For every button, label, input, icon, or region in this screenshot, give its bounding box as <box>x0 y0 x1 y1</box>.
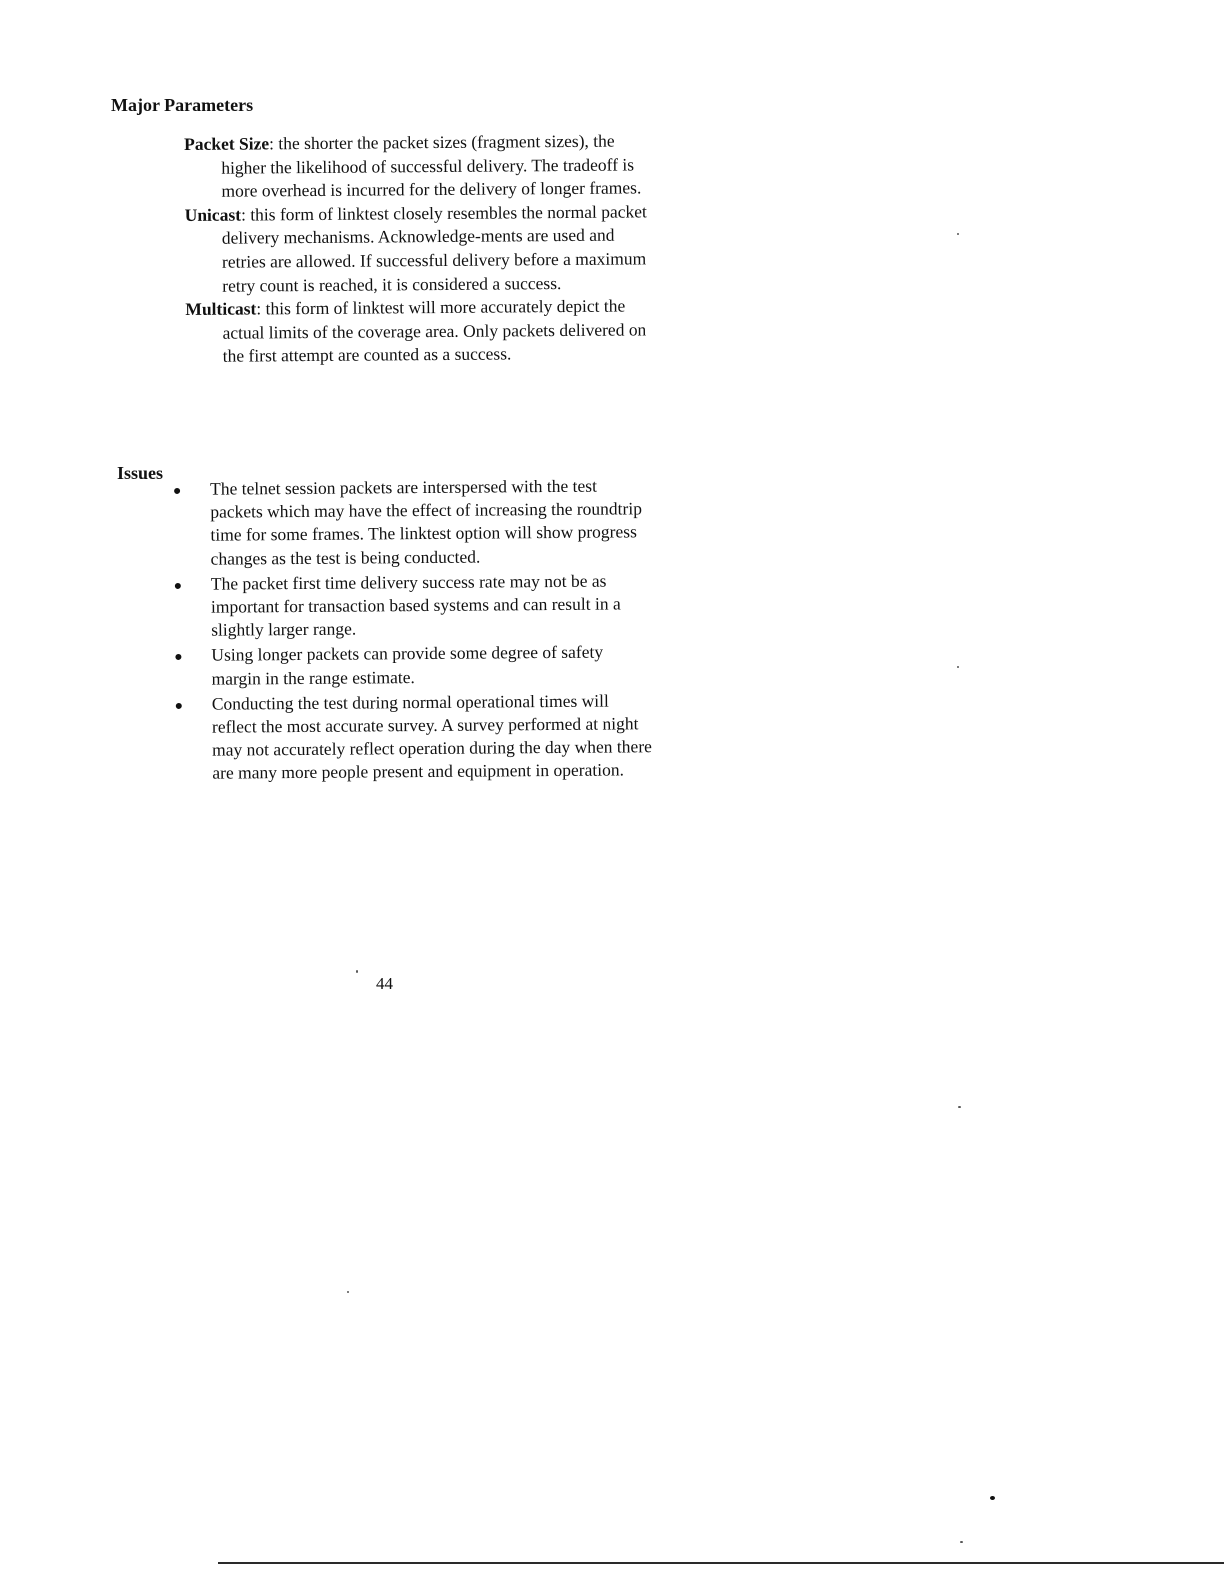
list-item <box>172 689 653 786</box>
parameter-description: : this form of linktest will more accurately depict the actual limits of the coverage area. Only packets delivered on the first attempt are counted as a success. <box>222 295 647 367</box>
issue-text: Using longer packets can provide some degree of safety margin in the range estimate. <box>211 642 604 689</box>
parameter-term: Unicast <box>184 204 242 225</box>
issues-heading: Issues <box>117 463 164 483</box>
bullet-icon <box>175 583 181 589</box>
parameters-list <box>184 129 656 369</box>
issue-text: The packet first time delivery success rate may not be as important for transaction based systems and can result in a slightly larger range. <box>210 570 621 640</box>
scan-speck <box>356 970 358 973</box>
parameter-item-unicast <box>185 200 656 298</box>
scan-speck <box>957 233 959 235</box>
bottom-scan-edge <box>218 1562 1224 1564</box>
parameter-item-multicast <box>185 294 656 368</box>
parameter-item-packet-size <box>184 129 655 203</box>
major-parameters-heading: Major Parameters <box>111 95 254 115</box>
scan-speck <box>957 666 959 668</box>
scan-speck <box>960 1541 963 1543</box>
bullet-icon <box>176 703 182 709</box>
issue-text: The telnet session packets are interspersed with the test packets which may have the effect of increasing the roundtrip time for some frames. The linktest option will show progress changes as the test is being conducted. <box>210 475 643 569</box>
bullet-icon <box>175 654 181 660</box>
scan-speck <box>347 1291 349 1293</box>
page-number: 44 <box>376 974 393 993</box>
scan-speck <box>958 1106 961 1108</box>
issue-text: Conducting the test during normal operational times will reflect the most accurate survey. A survey performed at night may not accurately reflect operation during the day when there are many more people present and equipment in operation. <box>211 690 652 784</box>
bullet-icon <box>174 488 180 494</box>
scan-speck <box>990 1496 995 1500</box>
parameter-description: : this form of linktest closely resembles the normal packet delivery mechanisms. Acknowledge-ments are used and retries are allowed. If successful delivery before a maximum retry count is reached, it is considered a success. <box>221 201 647 296</box>
parameter-description: : the shorter the packet sizes (fragment sizes), the higher the likelihood of successful delivery. The tradeoff is more overhead is incurred for the delivery of longer frames. <box>221 130 642 201</box>
parameter-term: Multicast <box>185 298 257 320</box>
list-item <box>171 641 651 691</box>
issues-list <box>170 474 652 787</box>
parameter-term: Packet Size <box>184 133 270 154</box>
list-item <box>170 474 651 571</box>
list-item <box>171 569 652 642</box>
